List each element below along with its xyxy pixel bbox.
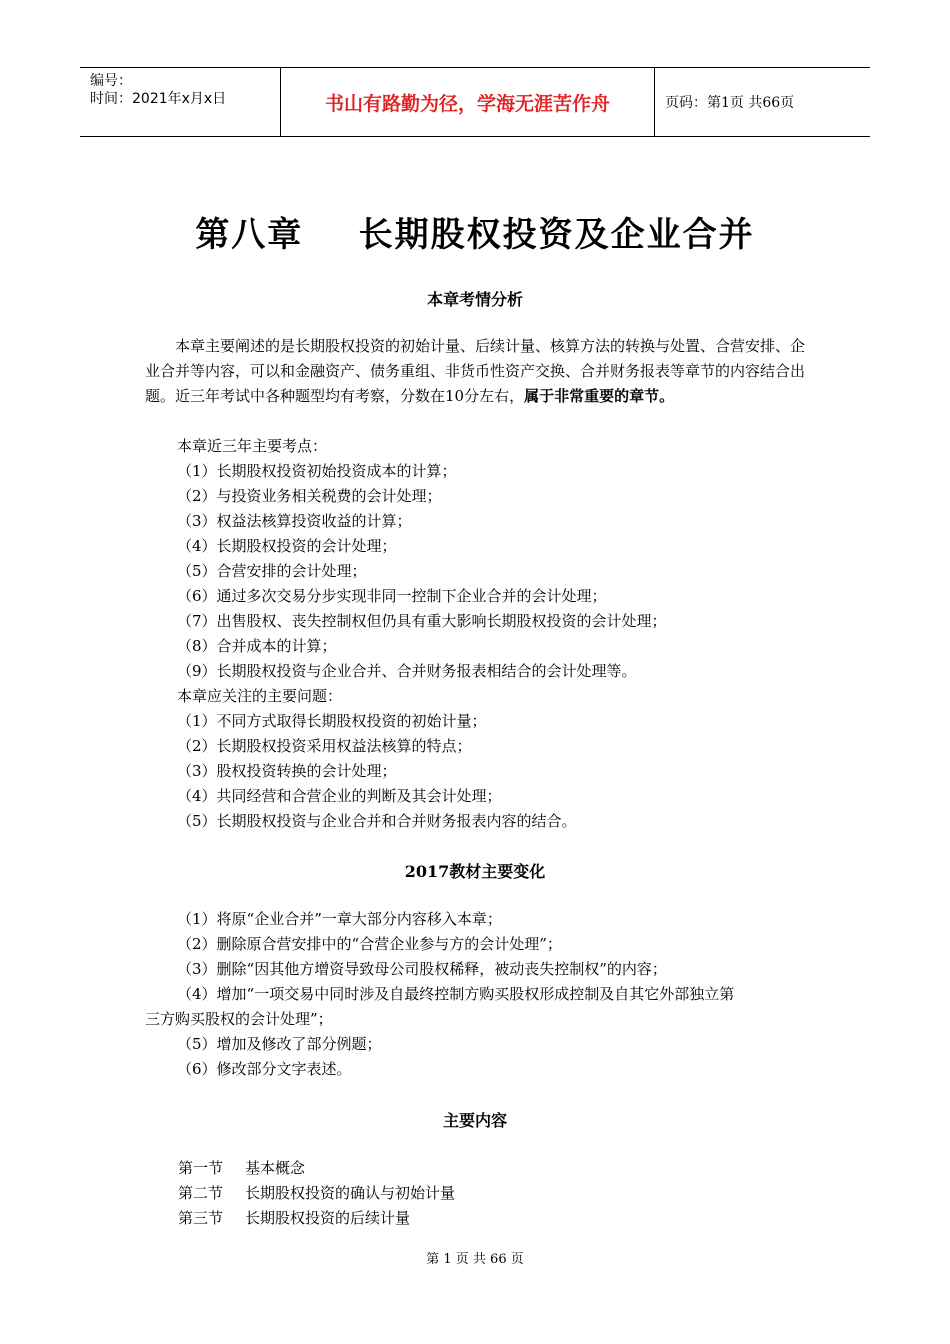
toc-item	[178, 1181, 455, 1206]
list-item: （1）长期股权投资初始投资成本的计算；	[177, 462, 457, 480]
toc-text: 基本概念	[245, 1159, 306, 1177]
intro-emphasis: 属于非常重要的章节。	[524, 387, 675, 405]
list-item: （1）不同方式取得长期股权投资的初始计量；	[177, 712, 487, 730]
toc-item	[178, 1156, 305, 1181]
motto: 书山有路勤为径，学海无涯苦作舟	[281, 68, 655, 136]
chapter-title: 第八章 长期股权投资及企业合并	[195, 215, 755, 255]
list-item: （7）出售股权、丧失控制权但仍具有重大影响长期股权投资的会计处理；	[177, 612, 667, 630]
number-label: 编号：	[90, 73, 132, 89]
list-item: （2）与投资业务相关税费的会计处理；	[177, 487, 442, 505]
section-heading-contents: 主要内容	[442, 1111, 507, 1130]
toc-number: 第二节	[178, 1184, 224, 1202]
intro-text: 本章主要阐述的是长期股权投资的初始计量、后续计量、核算方法的转换与处置、合营安排、企业合并等内容，可以和金融资产、债务重组、非货币性资产交换、合并财务报表等章节的内容结合出题。近三年考试中各种题型均有考察，分数在10分左右，	[145, 337, 806, 405]
points-label: 本章近三年主要考点：	[177, 437, 328, 455]
section-heading-changes: 2017教材主要变化	[404, 862, 546, 881]
list-item: （4）增加“一项交易中同时涉及自最终控制方购买股权形成控制及自其它外部独立第	[177, 985, 735, 1003]
list-item: （4）共同经营和合营企业的判断及其会计处理；	[177, 787, 502, 805]
intro-paragraph	[145, 334, 805, 409]
toc-item	[178, 1206, 410, 1231]
toc-number: 第一节	[178, 1159, 224, 1177]
list-item: （2）长期股权投资采用权益法核算的特点；	[177, 737, 472, 755]
list-item: （6）通过多次交易分步实现非同一控制下企业合并的会计处理；	[177, 587, 607, 605]
list-item: （3）删除“因其他方增资导致母公司股权稀释，被动丧失控制权”的内容；	[177, 960, 667, 978]
list-item: （2）删除原合营安排中的“合营企业参与方的会计处理”；	[177, 935, 562, 953]
issues-label: 本章应关注的主要问题：	[177, 687, 343, 705]
list-item: （3）权益法核算投资收益的计算；	[177, 512, 412, 530]
list-item-continuation: 三方购买股权的会计处理”；	[145, 1010, 333, 1028]
list-item: （6）修改部分文字表述。	[177, 1060, 352, 1078]
list-item: （5）增加及修改了部分例题；	[177, 1035, 382, 1053]
list-item: （4）长期股权投资的会计处理；	[177, 537, 397, 555]
page-footer: 第 1 页 共 66 页	[426, 1252, 524, 1267]
header-left-cell	[80, 68, 281, 136]
list-item: （3）股权投资转换的会计处理；	[177, 762, 397, 780]
date-label: 时间：2021年x月x日	[90, 91, 227, 107]
section-heading-analysis: 本章考情分析	[426, 290, 523, 309]
list-item: （1）将原“企业合并”一章大部分内容移入本章；	[177, 910, 502, 928]
page-info: 页码：第1页 共66页	[665, 95, 795, 111]
list-item: （9）长期股权投资与企业合并、合并财务报表相结合的会计处理等。	[177, 662, 637, 680]
toc-text: 长期股权投资的确认与初始计量	[245, 1184, 456, 1202]
toc-number: 第三节	[178, 1209, 224, 1227]
list-item: （8）合并成本的计算；	[177, 637, 337, 655]
list-item: （5）合营安排的会计处理；	[177, 562, 367, 580]
page-header	[80, 67, 870, 137]
toc-text: 长期股权投资的后续计量	[245, 1209, 411, 1227]
list-item: （5）长期股权投资与企业合并和合并财务报表内容的结合。	[177, 812, 577, 830]
